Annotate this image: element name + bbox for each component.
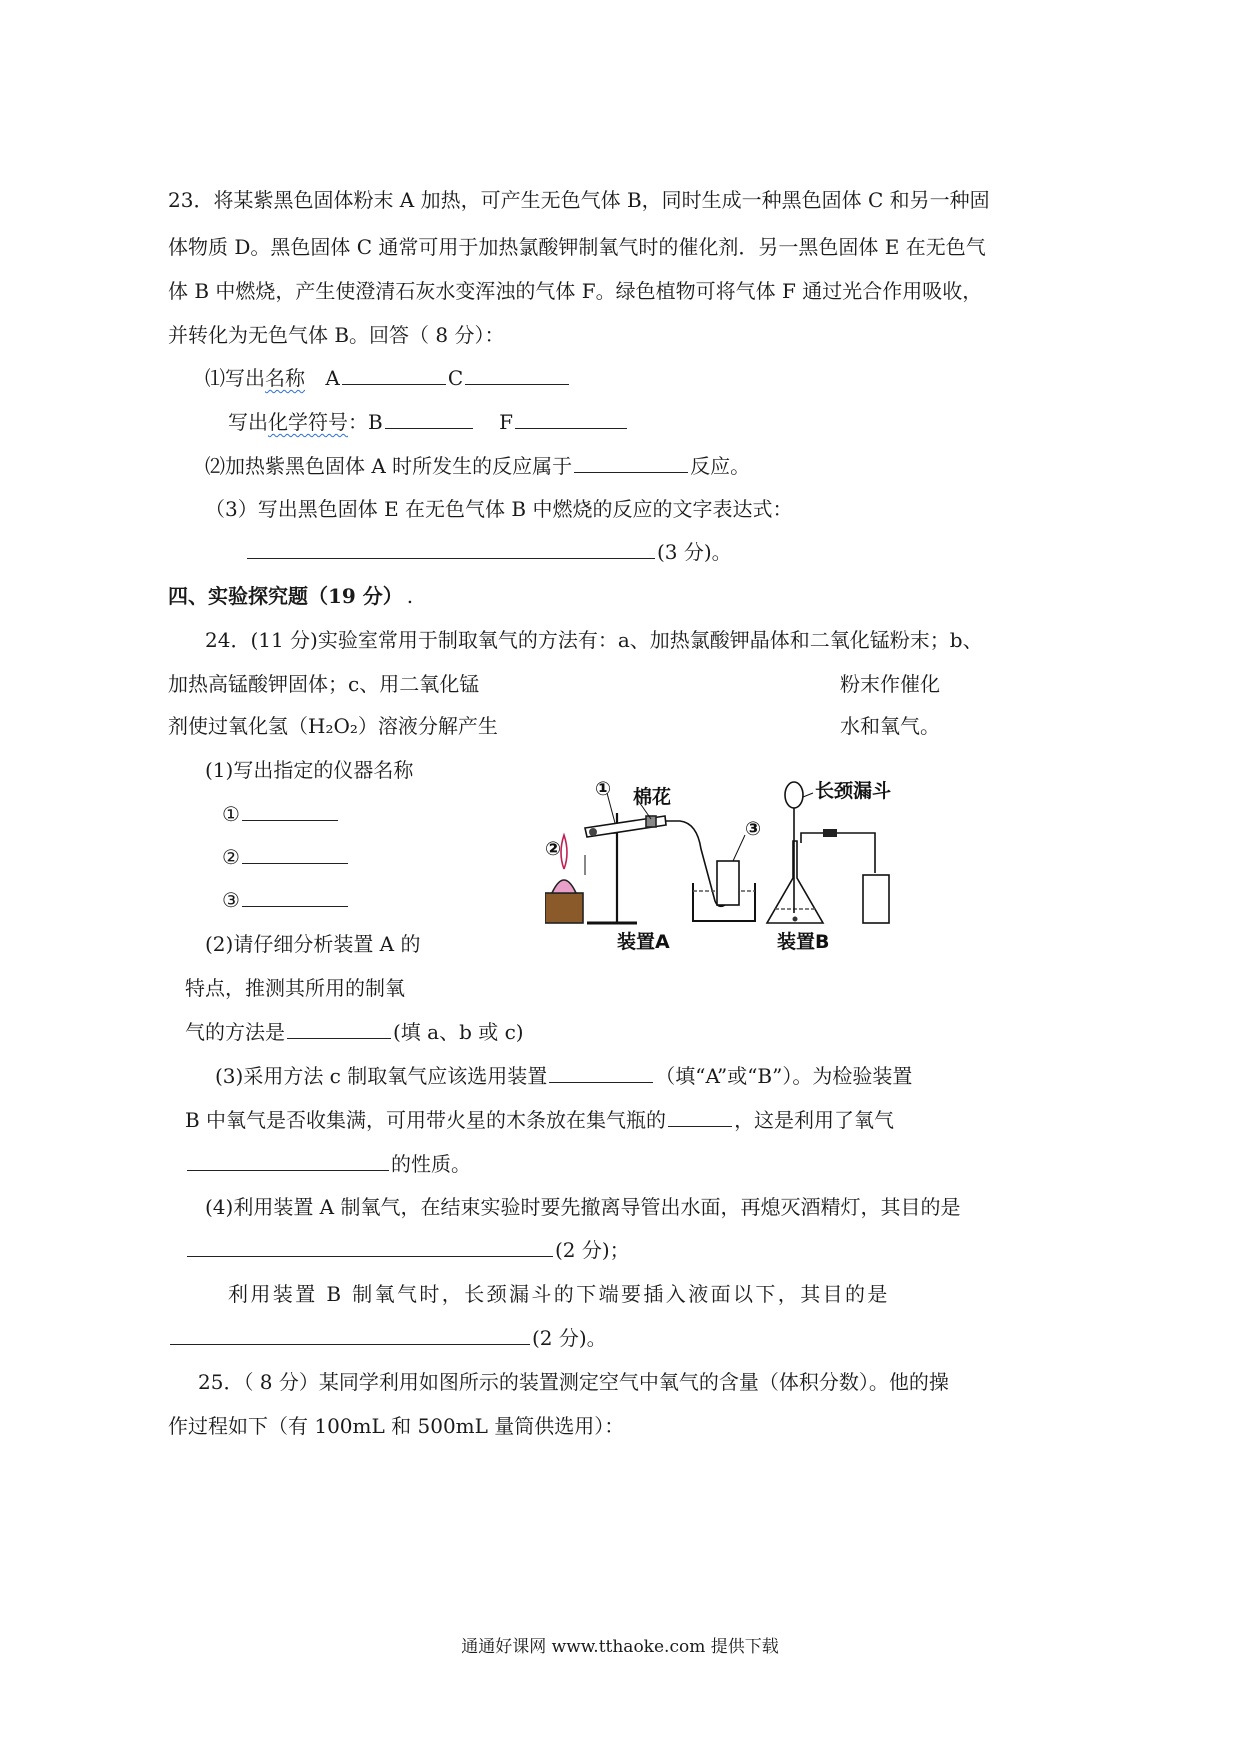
q24-part1: (1)写出指定的仪器名称 (205, 758, 414, 782)
q23-blank-reaction[interactable] (574, 452, 688, 473)
q24-part3-b (185, 1106, 894, 1134)
q24-line-3-right: 水和氧气。 (840, 714, 940, 738)
apparatus-diagram (545, 773, 925, 958)
cotton-plug (646, 816, 656, 827)
q24-part4-c: 利用装置 B 制氧气时，长颈漏斗的下端要插入液面以下，其目的是 (228, 1282, 890, 1306)
q24-part2-c-prefix: 气的方法是 (185, 1020, 285, 1044)
q23-part3: （3）写出黑色固体 E 在无色气体 B 中燃烧的反应的文字表达式： (205, 497, 793, 521)
q24-part2-c-suffix: (填 a、b 或 c) (393, 1020, 524, 1044)
conical-flask (767, 841, 823, 923)
q24-answer-1 (222, 800, 340, 828)
q23-label-b: ：B (348, 410, 383, 434)
q24-blank-position[interactable] (668, 1106, 732, 1127)
q24-blank-property[interactable] (187, 1150, 389, 1171)
q23-blank-c[interactable] (465, 364, 569, 385)
q23-part3-suffix: (3 分)。 (657, 540, 732, 564)
q24-part2-a: (2)请仔细分析装置 A 的 (205, 932, 421, 956)
delivery-tube (666, 821, 725, 906)
lamp-flame (561, 835, 567, 869)
q23-part1b-prefix: 写出 (228, 410, 268, 434)
q24-blank-purpose-a[interactable] (187, 1236, 553, 1257)
q23-part1b-wavy: 化学符号 (268, 410, 348, 434)
q24-part3-a (215, 1062, 912, 1090)
q24-answer-2 (222, 843, 350, 871)
q23-label-c: C (447, 366, 464, 390)
q23-label-f: F (499, 410, 513, 434)
q24-blank-3[interactable] (242, 886, 348, 907)
collecting-jar-a (717, 861, 739, 905)
q24-answer-3 (222, 886, 350, 914)
q23-line-4: 并转化为无色气体 B。回答（ 8 分）： (168, 323, 505, 347)
q24-circle-2: ② (222, 845, 240, 869)
q23-blank-equation[interactable] (247, 538, 655, 559)
q25-line-1: 25．（ 8 分）某同学利用如图所示的装置测定空气中氧气的含量（体积分数）。他的操 (198, 1370, 949, 1394)
q24-part4-a: (4)利用装置 A 制氧气，在结束实验时要先撤离导管出水面，再熄灭酒精灯，其目的是 (205, 1195, 961, 1219)
q24-part2-b: 特点，推测其所用的制氧 (185, 976, 405, 1000)
q24-part3-a-prefix: (3)采用方法 c 制取氧气应该选用装置 (215, 1064, 548, 1088)
q25-line-2: 作过程如下（有 100mL 和 500mL 量筒供选用）： (168, 1414, 625, 1438)
label-device-a: 装置A (617, 931, 670, 953)
q24-part2-c (185, 1018, 524, 1046)
section-title (168, 582, 413, 610)
label-1: ① (595, 778, 612, 800)
q24-line-2-right: 粉末作催化 (840, 672, 940, 696)
q24-circle-3: ③ (222, 888, 240, 912)
label-2: ② (545, 838, 562, 860)
rubber-joint (823, 829, 837, 837)
q23-blank-b[interactable] (385, 408, 473, 429)
q24-part4-b (185, 1236, 630, 1264)
q23-label-a: A (325, 366, 340, 390)
q23-part1-names (205, 364, 571, 392)
q23-part1-prefix: ⑴写出 (205, 366, 265, 390)
q23-line-1: 23．将某紫黑色固体粉末 A 加热，可产生无色气体 B，同时生成一种黑色固体 C 和另一种固 (168, 188, 990, 212)
section-title-text: 四、实验探究题（19 分） (168, 584, 403, 608)
q24-part3-c-suffix: 的性质。 (391, 1152, 471, 1176)
q24-blank-2[interactable] (242, 843, 348, 864)
q24-part3-c (185, 1150, 471, 1178)
funnel-bulb (785, 782, 803, 808)
page-footer: 通通好课网 www.tthaoke.com 提供下载 (461, 1637, 779, 1657)
q23-part3-answer (245, 538, 732, 566)
q24-blank-device[interactable] (549, 1062, 653, 1083)
q24-blank-purpose-b[interactable] (170, 1324, 530, 1345)
q23-part2-suffix: 反应。 (690, 454, 751, 478)
q24-part4-d-suffix: (2 分)。 (532, 1326, 607, 1350)
tube-contents (589, 828, 597, 836)
outlet-tube (801, 833, 875, 873)
q23-part2-prefix: ⑵加热紫黑色固体 A 时所发生的反应属于 (205, 454, 573, 478)
q24-part3-a-suffix: （填“A”或“B”）。为检验装置 (655, 1064, 913, 1088)
lamp-block (545, 893, 583, 923)
leader-3 (733, 835, 745, 861)
q24-blank-method[interactable] (287, 1018, 391, 1039)
leader-funnel (803, 793, 813, 797)
q24-part3-b-suffix: ，这是利用了氧气 (734, 1108, 895, 1132)
flask-solid (793, 917, 798, 922)
label-funnel: 长颈漏斗 (815, 780, 892, 802)
q24-line-3-left: 剂使过氧化氢（H₂O₂）溶液分解产生 (168, 714, 498, 738)
alcohol-lamp (552, 880, 576, 893)
label-device-b: 装置B (777, 931, 830, 953)
q23-blank-f[interactable] (515, 408, 627, 429)
q24-part4-b-suffix: (2 分)； (555, 1238, 630, 1262)
device-b (767, 782, 889, 923)
q24-blank-1[interactable] (242, 800, 338, 821)
section-title-mark: . (406, 584, 414, 608)
q23-blank-a[interactable] (342, 364, 446, 385)
q24-part4-d (168, 1324, 607, 1352)
q24-part3-b-prefix: B 中氧气是否收集满，可用带火星的木条放在集气瓶的 (185, 1108, 667, 1132)
q24-circle-1: ① (222, 802, 240, 826)
q23-part1-symbols (228, 408, 629, 436)
gas-collecting-jar (863, 875, 889, 923)
q23-line-2: 体物质 D。黑色固体 C 通常可用于加热氯酸钾制氧气时的催化剂．另一黑色固体 E 在无色气 (168, 235, 986, 259)
q23-part2 (205, 452, 750, 480)
q24-line-1: 24．(11 分)实验室常用于制取氧气的方法有：a、加热氯酸钾晶体和二氧化锰粉末；b、 (205, 628, 983, 652)
device-a (545, 813, 755, 923)
q23-part1-wavy: 名称 (265, 366, 305, 390)
label-3: ③ (745, 818, 762, 840)
leader-lines (585, 793, 813, 875)
q24-line-2-left: 加热高锰酸钾固体；c、用二氧化锰 (168, 672, 480, 696)
label-cotton: 棉花 (633, 786, 672, 808)
q23-line-3: 体 B 中燃烧，产生使澄清石灰水变浑浊的气体 F。绿色植物可将气体 F 通过光合作用吸收， (168, 279, 983, 303)
